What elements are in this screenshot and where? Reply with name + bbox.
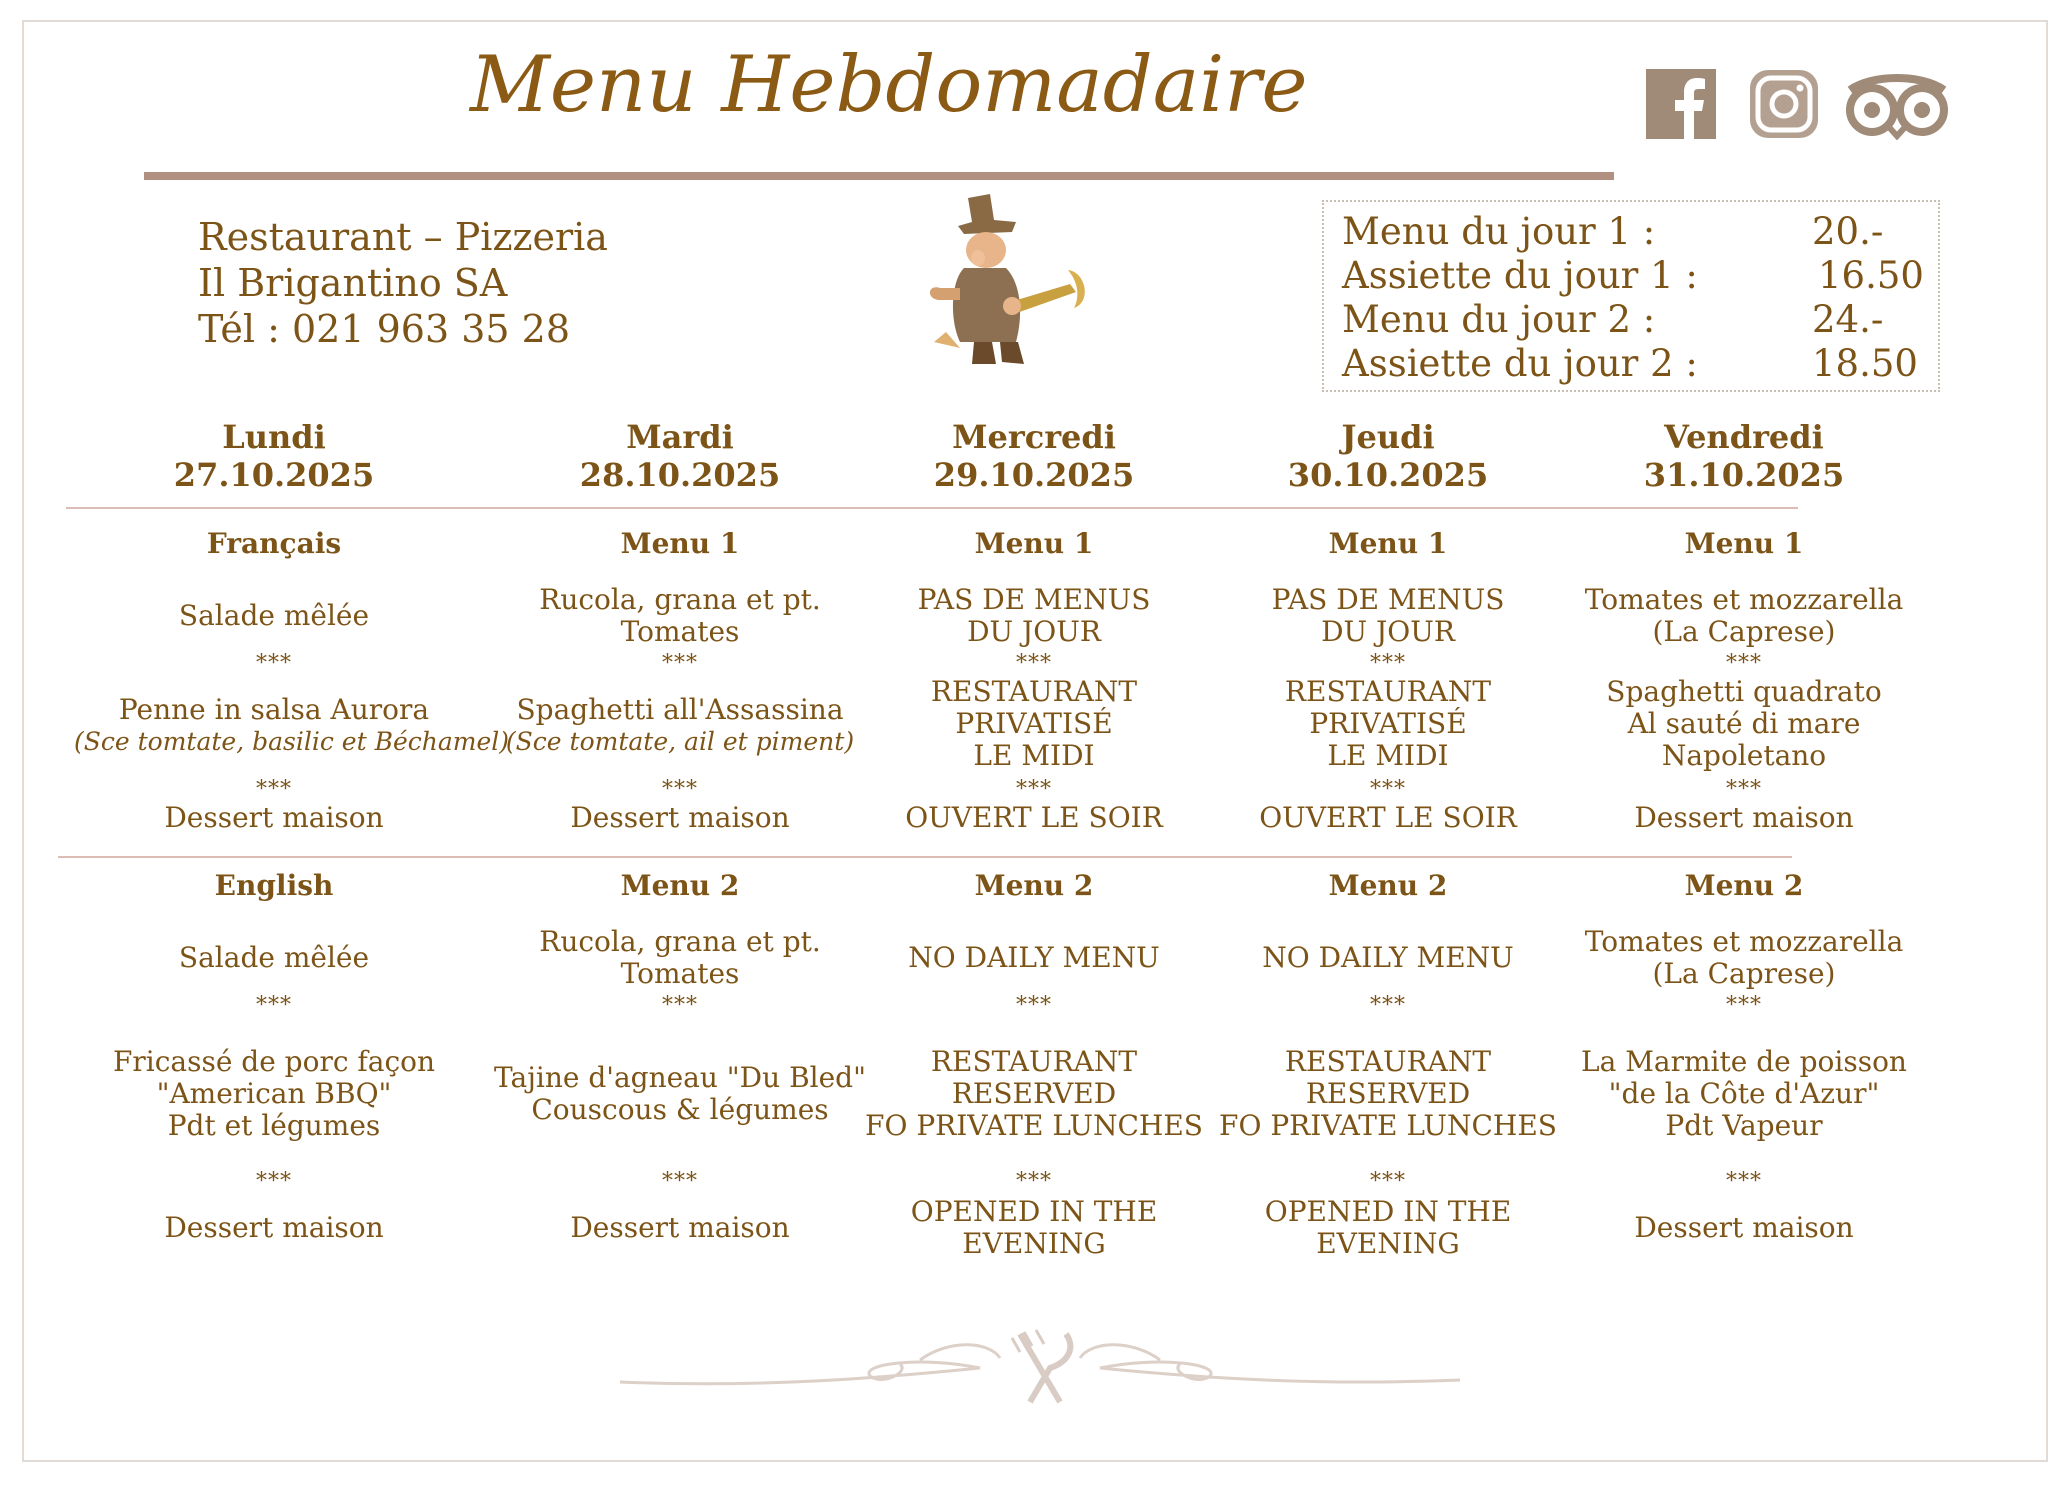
main-course-line: PRIVATISÉ — [955, 707, 1113, 740]
course-separator: *** — [1726, 1169, 1762, 1194]
dish-note: (Sce tomtate, basilic et Béchamel) — [74, 727, 509, 756]
starter-line: Tomates et mozzarella — [1584, 583, 1904, 616]
course-separator: *** — [1016, 777, 1052, 802]
day-header-tuesday — [500, 418, 860, 494]
facebook-icon[interactable] — [1646, 68, 1716, 140]
starter — [1188, 942, 1588, 974]
dessert — [480, 802, 880, 834]
dessert — [1544, 1212, 1944, 1244]
course-separator: *** — [1370, 651, 1406, 676]
menu-heading: Menu 1 — [620, 527, 740, 560]
starter-line: NO DAILY MENU — [908, 941, 1160, 974]
starter-line: DU JOUR — [967, 615, 1101, 648]
main-course-line: RESERVED — [951, 1077, 1117, 1110]
dessert-line: Dessert maison — [570, 1211, 790, 1244]
instagram-icon[interactable] — [1748, 68, 1820, 140]
starter-line: Rucola, grana et pt. — [539, 583, 821, 616]
course-separator: *** — [1016, 1169, 1052, 1194]
starter-line: NO DAILY MENU — [1262, 941, 1514, 974]
main-course — [480, 1062, 880, 1126]
day-name: Jeudi — [1341, 418, 1435, 456]
dessert-line: Dessert maison — [1634, 1211, 1854, 1244]
main-course — [834, 1046, 1234, 1142]
starter-line: DU JOUR — [1321, 615, 1455, 648]
price-value: 16.50 — [1818, 254, 1924, 297]
main-course — [74, 1046, 474, 1142]
main-course-line: "de la Côte d'Azur" — [1608, 1077, 1880, 1110]
price-row — [1324, 298, 1938, 342]
day-date: 28.10.2025 — [579, 456, 781, 494]
dessert — [74, 802, 474, 834]
dessert-line: Dessert maison — [164, 801, 384, 834]
price-row — [1324, 210, 1938, 254]
starter — [1544, 584, 1944, 648]
course-separator: *** — [256, 1169, 292, 1194]
menu-heading: Menu 1 — [1684, 527, 1804, 560]
price-list — [1322, 200, 1940, 392]
dessert-line: Dessert maison — [164, 1211, 384, 1244]
header-divider — [66, 507, 1798, 509]
main-course — [1188, 676, 1588, 772]
dessert-line: EVENING — [1316, 1227, 1460, 1260]
main-course-line: Spaghetti all'Assassina — [516, 693, 844, 726]
main-course — [834, 676, 1234, 772]
day-header-friday — [1564, 418, 1924, 494]
dessert-line: OUVERT LE SOIR — [905, 801, 1163, 834]
starter — [480, 584, 880, 648]
starter — [1188, 584, 1588, 648]
starter — [74, 600, 474, 632]
main-course-line: RESERVED — [1305, 1077, 1471, 1110]
day-date: 30.10.2025 — [1287, 456, 1489, 494]
main-course-line: Penne in salsa Aurora — [118, 693, 430, 726]
day-date: 29.10.2025 — [933, 456, 1135, 494]
course-separator: *** — [1726, 993, 1762, 1018]
main-course-line: Pdt et légumes — [167, 1109, 381, 1142]
day-header-wednesday — [854, 418, 1214, 494]
cutlery-ornament — [620, 1328, 1460, 1408]
main-course — [74, 693, 509, 758]
day-name: Mardi — [626, 418, 734, 456]
price-label: Assiette du jour 2 : — [1342, 342, 1698, 385]
menu-heading: Menu 2 — [1328, 869, 1448, 902]
main-course-line: Fricassé de porc façon — [112, 1045, 436, 1078]
restaurant-name: Il Brigantino SA — [198, 261, 508, 305]
day-name: Vendredi — [1664, 418, 1824, 456]
menu-heading: Menu 2 — [1684, 869, 1804, 902]
main-course-line: Tajine d'agneau "Du Bled" — [494, 1061, 866, 1094]
tripadvisor-icon[interactable] — [1842, 68, 1952, 140]
course-separator: *** — [256, 993, 292, 1018]
menu-heading: Menu 1 — [1328, 527, 1448, 560]
starter-line: (La Caprese) — [1652, 615, 1836, 648]
starter-line: Tomates — [620, 615, 740, 648]
starter-line: PAS DE MENUS — [917, 583, 1151, 616]
main-course-line: RESTAURANT — [930, 675, 1138, 708]
menu-heading: Menu 1 — [974, 527, 1094, 560]
dessert — [834, 1196, 1234, 1260]
dish-note: (Sce tomtate, ail et piment) — [505, 727, 855, 756]
starter-line: Salade mêlée — [178, 941, 370, 974]
course-separator: *** — [1726, 777, 1762, 802]
course-separator: *** — [1370, 777, 1406, 802]
main-course-line: Couscous & légumes — [531, 1093, 829, 1126]
dessert — [74, 1212, 474, 1244]
menu-heading: Français — [206, 527, 342, 560]
starter-line: Salade mêlée — [178, 599, 370, 632]
main-course-line: "American BBQ" — [156, 1077, 392, 1110]
dessert — [1188, 802, 1588, 834]
dessert — [480, 1212, 880, 1244]
course-separator: *** — [1726, 651, 1762, 676]
main-course-line: FO PRIVATE LUNCHES — [865, 1109, 1203, 1142]
mascot-illustration — [920, 192, 1100, 372]
main-course — [480, 694, 880, 758]
dessert-line: Dessert maison — [570, 801, 790, 834]
main-course — [1544, 1046, 1944, 1142]
course-separator: *** — [662, 1169, 698, 1194]
starter-line: PAS DE MENUS — [1271, 583, 1505, 616]
starter — [74, 942, 474, 974]
dessert — [1188, 1196, 1588, 1260]
dessert-line: Dessert maison — [1634, 801, 1854, 834]
dessert-line: OPENED IN THE — [1264, 1195, 1512, 1228]
main-course-line: Al sauté di mare — [1627, 707, 1861, 740]
price-value: 24.- — [1812, 298, 1884, 341]
starter — [834, 942, 1234, 974]
course-separator: *** — [662, 993, 698, 1018]
menu-heading: Menu 2 — [620, 869, 740, 902]
main-course-line: FO PRIVATE LUNCHES — [1219, 1109, 1557, 1142]
day-header-thursday — [1208, 418, 1568, 494]
course-separator: *** — [662, 777, 698, 802]
day-name: Lundi — [222, 418, 326, 456]
dessert — [1544, 802, 1944, 834]
course-separator: *** — [1370, 993, 1406, 1018]
main-course-line: La Marmite de poisson — [1581, 1045, 1907, 1078]
starter-line: Rucola, grana et pt. — [539, 925, 821, 958]
day-header-monday — [94, 418, 454, 494]
course-separator: *** — [1016, 993, 1052, 1018]
page-title: Menu Hebdomadaire — [470, 40, 1308, 130]
menu-divider — [58, 856, 1792, 858]
main-course-line: RESTAURANT — [1284, 675, 1492, 708]
restaurant-type: Restaurant – Pizzeria — [198, 215, 608, 259]
day-date: 27.10.2025 — [173, 456, 375, 494]
price-label: Menu du jour 2 : — [1342, 298, 1656, 341]
price-label: Menu du jour 1 : — [1342, 210, 1656, 253]
dessert-line: OPENED IN THE — [910, 1195, 1158, 1228]
course-separator: *** — [1016, 651, 1052, 676]
starter-line: Tomates et mozzarella — [1584, 925, 1904, 958]
day-name: Mercredi — [952, 418, 1116, 456]
price-label: Assiette du jour 1 : — [1342, 254, 1698, 297]
price-value: 18.50 — [1812, 342, 1918, 385]
course-separator: *** — [1370, 1169, 1406, 1194]
main-course-line: Pdt Vapeur — [1665, 1109, 1823, 1142]
course-separator: *** — [256, 651, 292, 676]
day-date: 31.10.2025 — [1643, 456, 1845, 494]
restaurant-info — [198, 214, 608, 352]
starter — [1544, 926, 1944, 990]
main-course-line: RESTAURANT — [1284, 1045, 1492, 1078]
restaurant-phone[interactable]: Tél : 021 963 35 28 — [198, 307, 571, 351]
title-divider — [144, 172, 1614, 180]
starter-line: (La Caprese) — [1652, 957, 1836, 990]
main-course — [1188, 1046, 1588, 1142]
starter — [834, 584, 1234, 648]
main-course-line: Napoletano — [1661, 739, 1827, 772]
menu-heading: English — [214, 869, 334, 902]
main-course-line: RESTAURANT — [930, 1045, 1138, 1078]
price-value: 20.- — [1812, 210, 1884, 253]
dessert-line: OUVERT LE SOIR — [1259, 801, 1517, 834]
starter — [480, 926, 880, 990]
price-row — [1324, 254, 1938, 298]
menu-heading: Menu 2 — [974, 869, 1094, 902]
price-row — [1324, 342, 1938, 386]
course-separator: *** — [256, 777, 292, 802]
dessert-line: EVENING — [962, 1227, 1106, 1260]
dessert — [834, 802, 1234, 834]
main-course-line: Spaghetti quadrato — [1606, 675, 1882, 708]
starter-line: Tomates — [620, 957, 740, 990]
main-course-line: LE MIDI — [973, 739, 1095, 772]
course-separator: *** — [662, 651, 698, 676]
main-course-line: LE MIDI — [1327, 739, 1449, 772]
main-course-line: PRIVATISÉ — [1309, 707, 1467, 740]
main-course — [1544, 676, 1944, 772]
